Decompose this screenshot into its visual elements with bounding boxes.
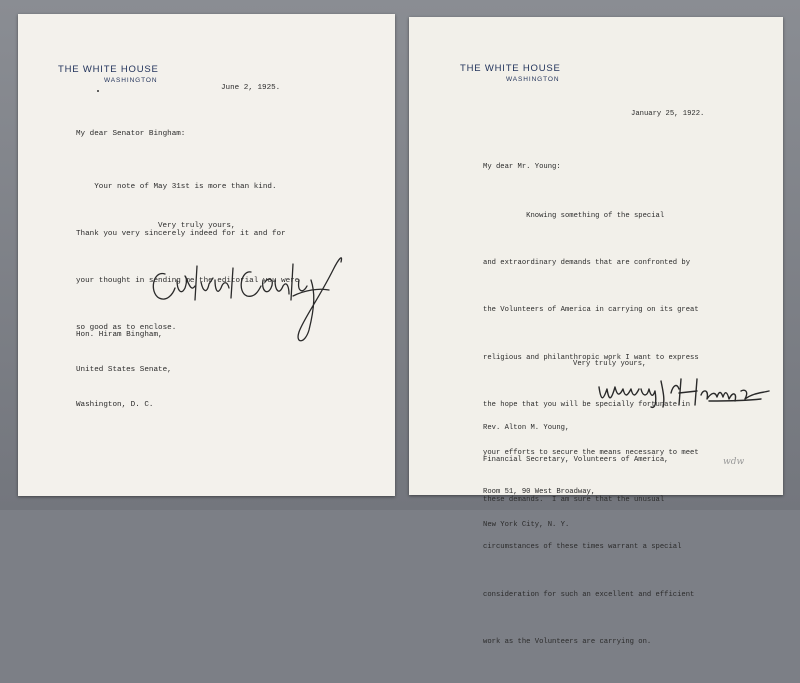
body-line: the Volunteers of America in carrying on its great [483, 306, 699, 315]
letterhead-left [58, 64, 159, 84]
closing: Very truly yours, [158, 222, 236, 230]
address-line: Room 51, 90 West Broadway, [483, 488, 596, 497]
body-line: work as the Volunteers are carrying on. [483, 638, 652, 647]
body-line: consideration for such an excellent and efficient [483, 590, 695, 599]
address-line: New York City, N. Y. [483, 520, 570, 529]
body-line: religious and philanthropic work I want to express [483, 353, 699, 362]
signature-coolidge [143, 240, 348, 350]
address-line: Financial Secretary, Volunteers of America, [483, 455, 669, 464]
letterhead-right [460, 63, 561, 83]
letterhead-subtitle: WASHINGTON [506, 76, 560, 83]
pencil-annotation: wdw [723, 457, 745, 467]
letterhead-subtitle: WASHINGTON [104, 77, 158, 84]
address-line: Hon. Hiram Bingham, [76, 330, 163, 339]
address-line: Washington, D. C. [76, 401, 154, 410]
letter-date: January 25, 1922. [631, 110, 705, 118]
address-line: Rev. Alton M. Young, [483, 423, 570, 432]
address-line: United States Senate, [76, 365, 172, 374]
body-line: and extraordinary demands that are confronted by [483, 258, 691, 267]
letter-left [18, 14, 395, 496]
letterhead-title: THE WHITE HOUSE [460, 63, 561, 74]
letter-date: June 2, 1925. [221, 84, 281, 92]
ink-mark [97, 90, 99, 92]
letterhead-title: THE WHITE HOUSE [58, 64, 159, 75]
body-line: Knowing something of the special [483, 211, 665, 220]
body-line: the hope that you will be specially fortunate in [483, 401, 691, 410]
salutation: My dear Senator Bingham: [76, 130, 186, 138]
body-line: Your note of May 31st is more than kind. [76, 183, 277, 192]
body-line: your thought in sending me the editorial you were [76, 276, 300, 285]
body-line: Thank you very sincerely indeed for it and for [76, 229, 286, 238]
body-line: your efforts to secure the means necessary to meet [483, 448, 699, 457]
body-line: so good as to enclose. [76, 323, 177, 332]
recipient-address [483, 401, 668, 552]
body-line: these demands. I am sure that the unusual [483, 495, 665, 504]
recipient-address [76, 306, 172, 436]
closing: Very truly yours, [573, 360, 647, 368]
body-line: circumstances of these times warrant a special [483, 543, 682, 552]
salutation: My dear Mr. Young: [483, 163, 561, 171]
letter-right [409, 17, 783, 647]
